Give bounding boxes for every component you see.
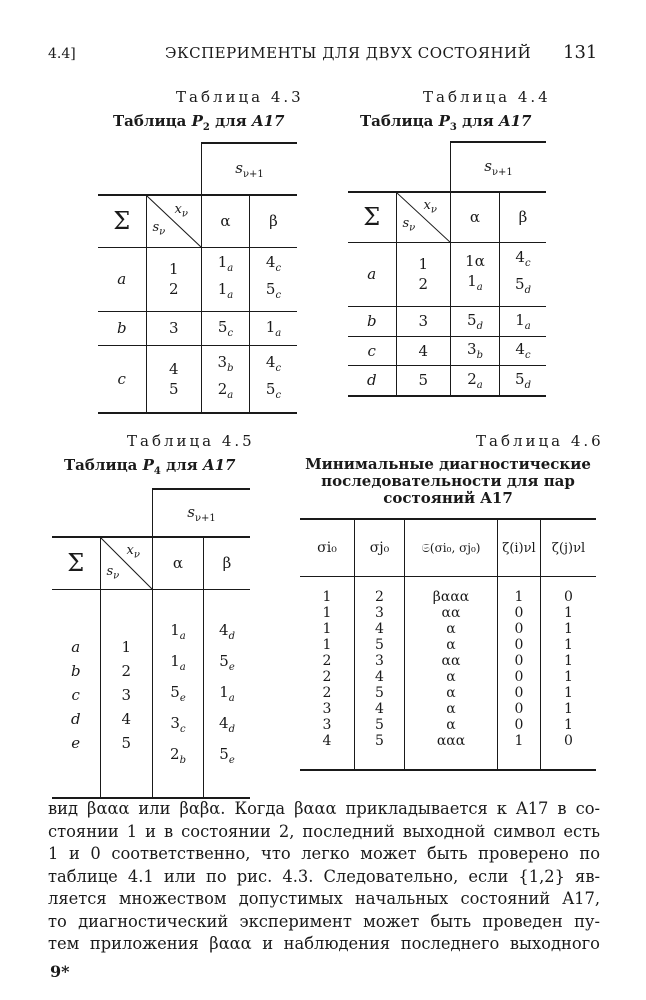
body-paragraph	[48, 798, 600, 956]
text-line: ляется множеством допустимых начальных состояний A17,	[48, 889, 600, 908]
table-row: b 3 $5_c$ $1_a$	[98, 311, 297, 345]
table-4-3	[98, 142, 297, 414]
sigma-header: Σ	[52, 537, 100, 589]
table-4-5-title: Таблица $P_4$ для A17	[64, 456, 236, 477]
col-zeta-j: ζ(j)νl	[541, 519, 597, 577]
table-4-3-title: Таблица $P_2$ для A17	[113, 112, 285, 133]
col-alpha: α	[451, 192, 500, 242]
text-line: тем приложения βααα и наблюдения последнего выходного	[48, 934, 600, 953]
sigma-header: Σ	[98, 195, 146, 247]
table-row: b 3 $5_d$ $1_a$	[348, 306, 546, 336]
running-title: ЭКСПЕРИМЕНТЫ ДЛЯ ДВУХ СОСТОЯНИЙ	[165, 44, 532, 62]
page-number: 131	[563, 42, 598, 63]
table-row: 2 5 α 0 1	[300, 685, 596, 701]
col-sequence: 𝔖(σi₀, σj₀)	[405, 519, 498, 577]
table-row: a 1 2 1α $1_a$ $4_c$ $5_d$	[348, 242, 546, 306]
table-4-4-title: Таблица $P_3$ для A17	[360, 112, 532, 133]
table-body: a b c d e 1 2 3 4 5 $1_a$ $1_a$ $5_e$ $3_c$ $2_b$ $4_d$ $5_e$ $1_a$ $4_d$ $5_e$	[52, 589, 250, 798]
table-4-6-number: Таблица 4.6	[476, 432, 604, 450]
table-row: 3 5 α 0 1	[300, 717, 596, 733]
text-line: то диагностический эксперимент может быть проведен пу-	[48, 911, 600, 931]
s-next-header: $s_{\nu+1}$	[202, 143, 298, 195]
table-row: c 4 $3_b$ $4_c$	[348, 336, 546, 365]
table-4-3-number: Таблица 4.3	[176, 88, 304, 106]
table-row: 2 4 α 0 1	[300, 669, 596, 685]
diagonal-header: $x_\nu$ $s_\nu$	[100, 537, 153, 589]
text-line: 1 и 0 соответственно, что легко может быть проверено по	[48, 844, 600, 863]
col-beta: β	[204, 537, 251, 589]
table-4-4-number: Таблица 4.4	[423, 88, 551, 106]
col-sigma-i0: σi₀	[300, 519, 355, 577]
col-alpha: α	[153, 537, 204, 589]
table-row: 1 5 α 0 1	[300, 637, 596, 653]
table-row: a 1 2 $1_a$ $1_a$ $4_c$ $5_c$	[98, 247, 297, 311]
table-4-4	[348, 141, 546, 397]
sigma-header: Σ	[348, 192, 396, 242]
text-line: вид βααα или βαβα. Когда βααα прикладывается к A17 в со-	[48, 799, 600, 818]
col-sigma-j0: σj₀	[355, 519, 405, 577]
table-4-6	[300, 518, 596, 771]
col-zeta-i: ζ(i)νl	[498, 519, 541, 577]
table-4-6-title: Минимальные диагностические последовательности для пар состояний A17	[305, 455, 591, 507]
text-line: стоянии 1 и в состоянии 2, последний выходной символ есть	[48, 821, 600, 841]
text-line: таблице 4.1 или по рис. 4.3. Следовательно, если {1,2} яв-	[48, 866, 600, 886]
table-row: 1 3 αα 0 1	[300, 605, 596, 621]
table-row: c 4 5 $3_b$ $2_a$ $4_c$ $5_c$	[98, 345, 297, 413]
table-4-5	[52, 488, 250, 799]
table-row: d 5 $2_a$ $5_d$	[348, 365, 546, 396]
table-row: 4 5 ααα 1 0	[300, 733, 596, 770]
diagonal-header: $x_\nu$ $s_\nu$	[146, 195, 202, 247]
table-row: 1 4 α 0 1	[300, 621, 596, 637]
diagonal-header: $x_\nu$ $s_\nu$	[396, 192, 451, 242]
table-row: 3 4 α 0 1	[300, 701, 596, 717]
table-row: 1 2 βααα 1 0	[300, 577, 596, 606]
section-number: 4.4]	[48, 46, 76, 62]
col-beta: β	[500, 192, 547, 242]
s-next-header: $s_{\nu+1}$	[451, 142, 547, 192]
s-next-header: $s_{\nu+1}$	[153, 489, 251, 537]
col-beta: β	[250, 195, 298, 247]
table-4-5-number: Таблица 4.5	[127, 432, 255, 450]
signature-mark: 9*	[50, 962, 70, 981]
col-alpha: α	[202, 195, 250, 247]
table-row: 2 3 αα 0 1	[300, 653, 596, 669]
